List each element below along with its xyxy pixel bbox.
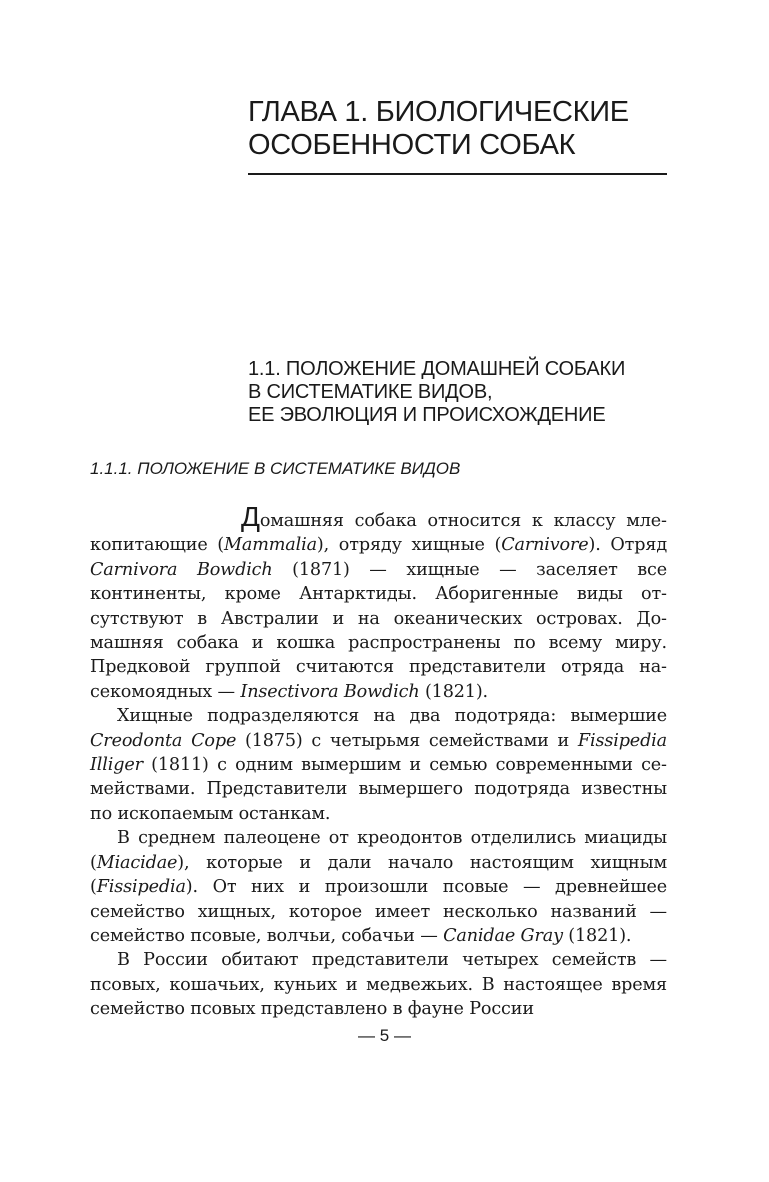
- section-heading-line: 1.1. ПОЛОЖЕНИЕ ДОМАШНЕЙ СОБАКИ: [248, 358, 626, 380]
- paragraph: Хищные подразделяются на два подотряда: вымершие Creodonta Cope (1875) с четырьмя семействами и Fissipedia Illiger (1811) с одним вымершим и семью современными семействами. Представители вымершего подотряда известны по ископаемым останкам.: [90, 706, 667, 824]
- drop-cap: Д: [241, 501, 260, 532]
- chapter-title-line: ОСОБЕННОСТИ СОБАК: [248, 129, 576, 161]
- body-text: [90, 501, 667, 1022]
- chapter-divider: [248, 173, 667, 175]
- chapter-title: [248, 96, 668, 162]
- paragraph: В среднем палеоцене от креодонтов отделились миациды (Miacidae), которые и дали начало настоящим хищным (Fissipedia). От них и произошли псовые — древнейшее семейство хищных, которое имеет несколько названий — семейство псовые, волчьи, собачьи — Canidae Gray (1821).: [90, 828, 667, 946]
- section-heading: [248, 358, 668, 427]
- section-heading-line: В СИСТЕМАТИКЕ ВИДОВ,: [248, 381, 493, 403]
- page-number: — 5 —: [358, 1026, 411, 1045]
- subsection-heading: 1.1.1. ПОЛОЖЕНИЕ В СИСТЕМАТИКЕ ВИДОВ: [90, 459, 461, 478]
- chapter-title-line: ГЛАВА 1. БИОЛОГИЧЕСКИЕ: [248, 96, 629, 128]
- paragraph: В России обитают представители четырех семейств — псовых, кошачьих, куньих и медвежьих. В настоящее время семейство псовых представлено в фауне России: [90, 950, 667, 1020]
- section-heading-line: ЕЕ ЭВОЛЮЦИЯ И ПРОИСХОЖДЕНИЕ: [248, 404, 606, 426]
- paragraph: Домашняя собака относится к классу млекопитающие (Mammalia), отряду хищные (Carnivore). Отряд Carnivora Bowdich (1871) — хищные — заселяет все континенты, кроме Антарктиды. Аборигенные виды отсутствуют в Австралии и на океанических островах. Домашняя собака и кошка распространены по всему миру. Предковой группой считаются представители отряда насекомоядных — Insectivora Bowdich (1821).: [90, 501, 667, 702]
